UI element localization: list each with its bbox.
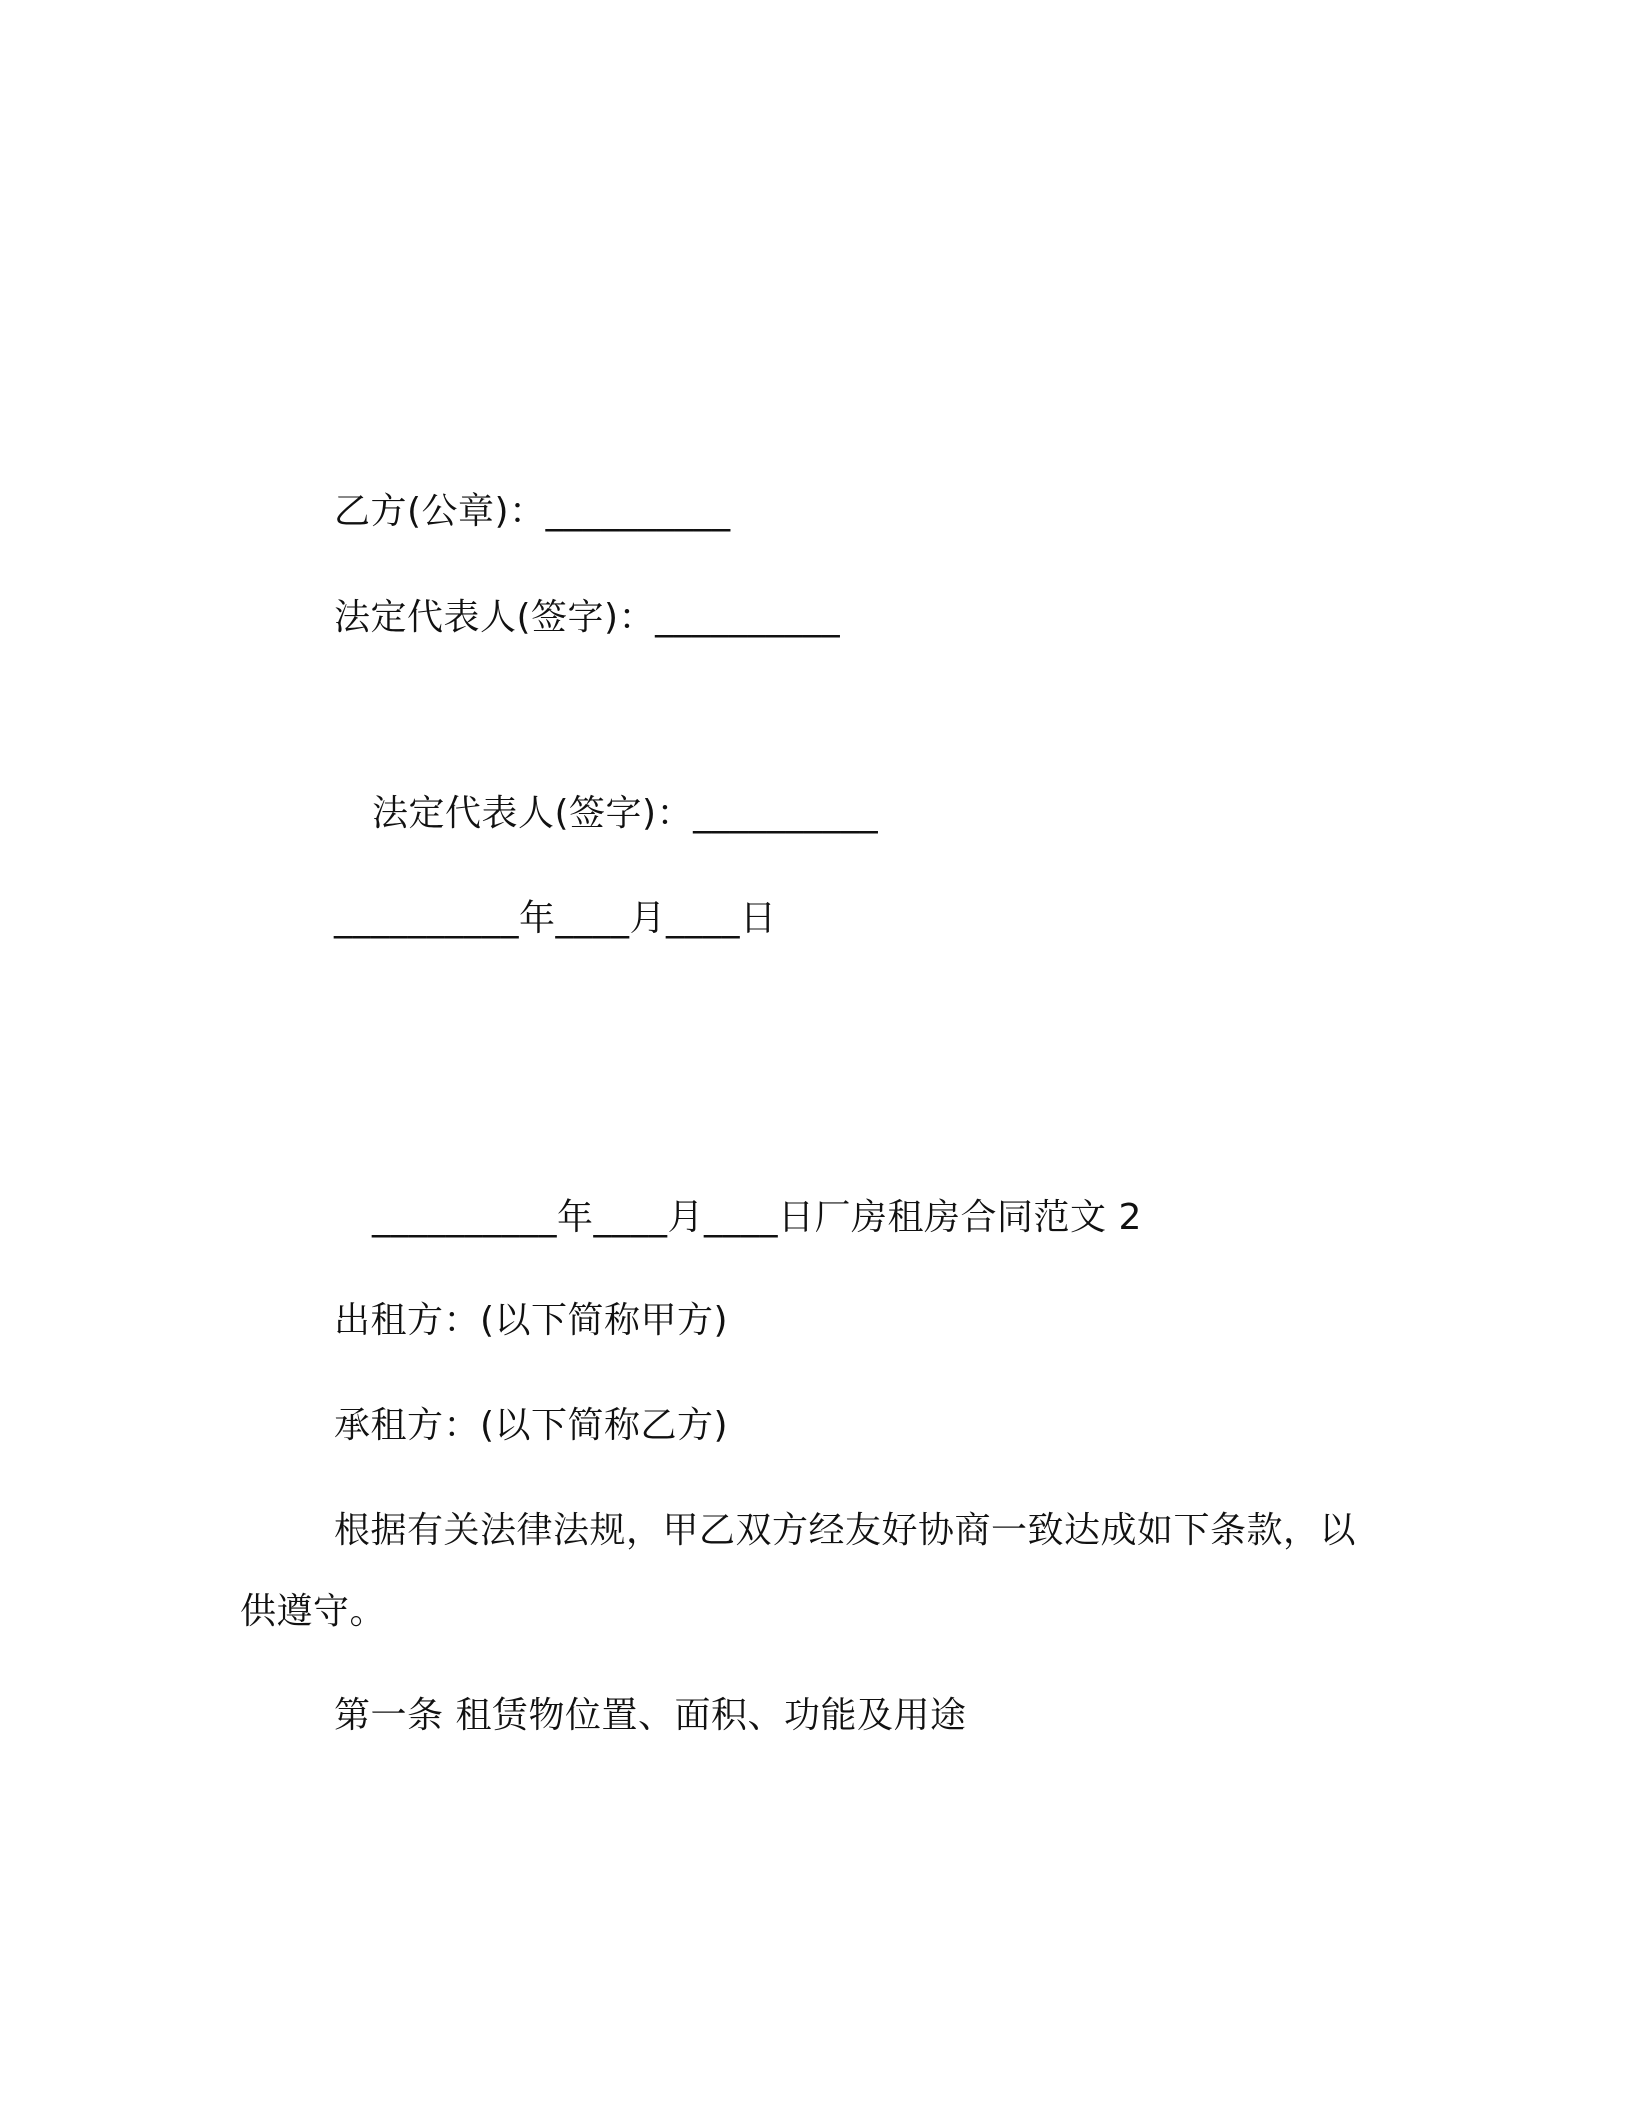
legal-representative-signature-line: 法定代表人(签字)：__________ bbox=[334, 597, 841, 638]
lessor-line: 出租方：(以下简称甲方) bbox=[334, 1300, 729, 1341]
article-one-heading: 第一条 租赁物位置、面积、功能及用途 bbox=[334, 1695, 967, 1736]
party-b-seal-line: 乙方(公章)：__________ bbox=[334, 491, 731, 532]
legal-representative-signature-line-2: 法定代表人(签字)：__________ bbox=[372, 793, 879, 834]
agreement-intro-continuation: 供遵守。 bbox=[240, 1591, 387, 1632]
lessee-line: 承租方：(以下简称乙方) bbox=[334, 1405, 729, 1446]
agreement-intro-line: 根据有关法律法规，甲乙双方经友好协商一致达成如下条款，以 bbox=[334, 1510, 1357, 1551]
date-line: __________年____月____日 bbox=[334, 898, 777, 939]
date-and-title-line: __________年____月____日厂房租房合同范文 2 bbox=[372, 1197, 1142, 1238]
